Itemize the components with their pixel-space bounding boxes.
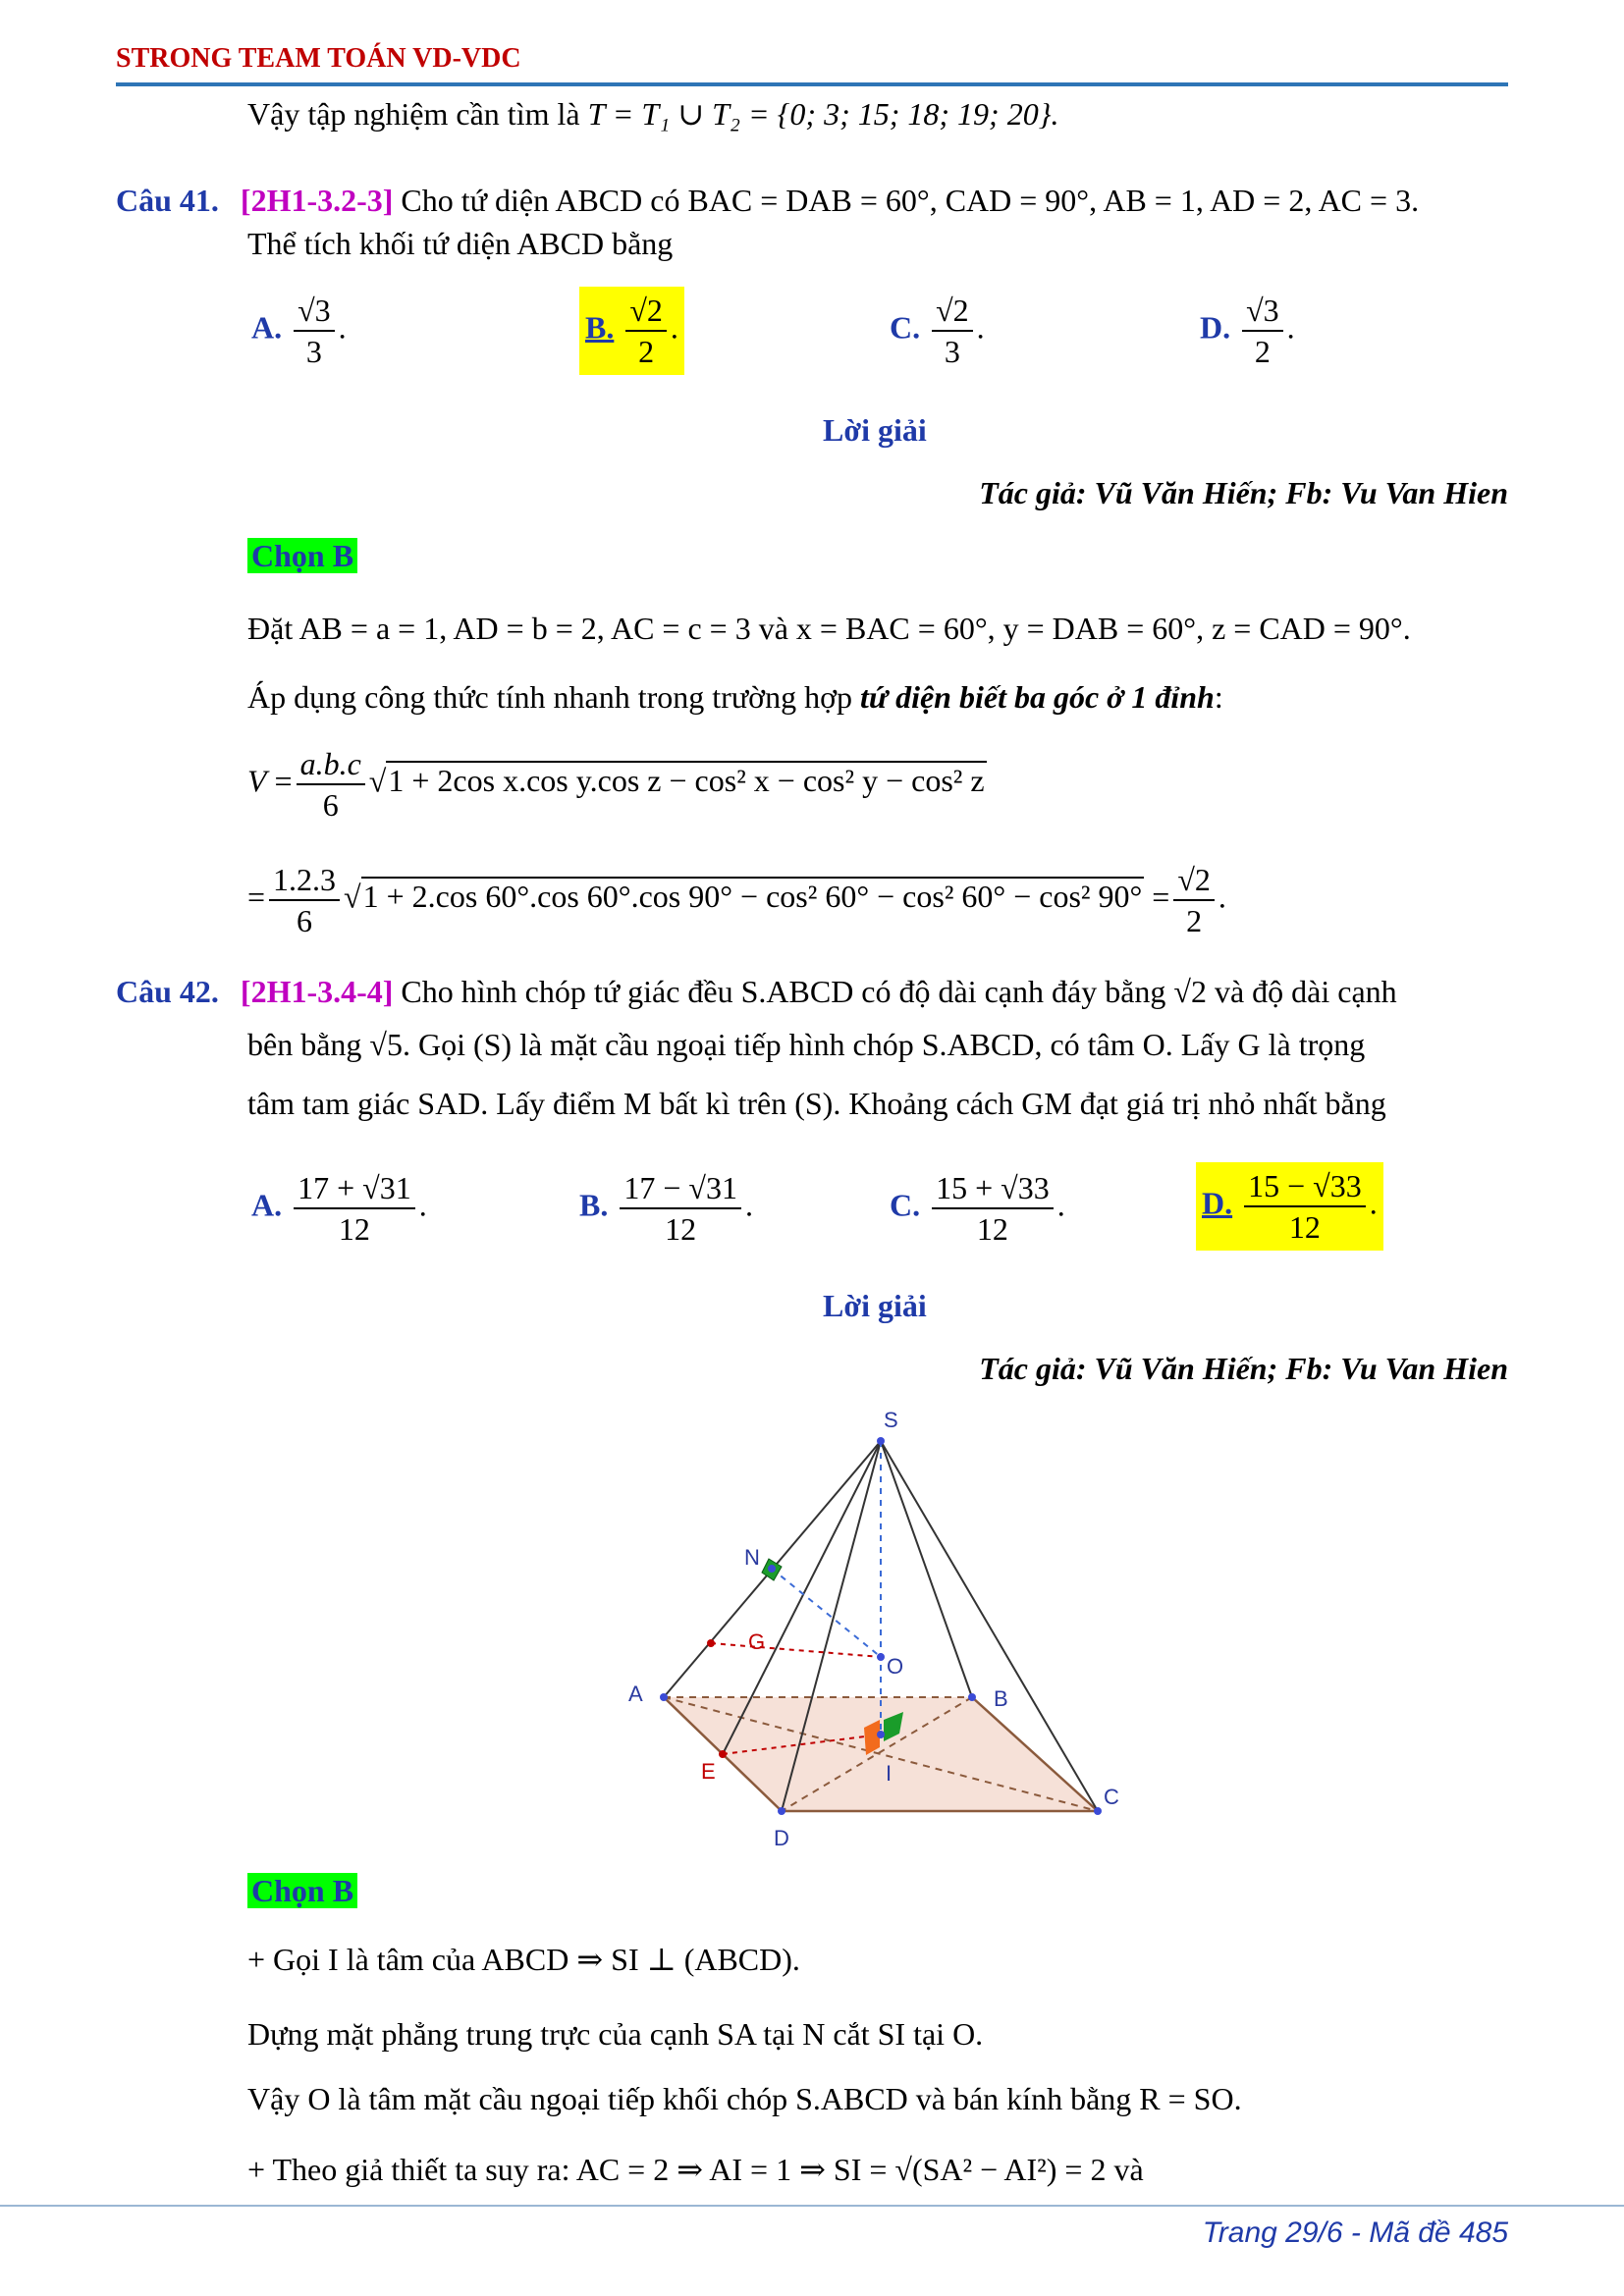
label-a: A — [628, 1682, 643, 1706]
q41-solution-title: Lời giải — [823, 412, 927, 448]
q42-sol4: + Theo giả thiết ta suy ra: AC = 2 ⇒ AI = 1 ⇒ SI = √(SA² − AI²) = 2 và — [247, 2152, 1144, 2187]
label-i: I — [886, 1761, 893, 1786]
point-a — [660, 1693, 668, 1701]
q41-stem2: Thể tích khối tứ diện ABCD bằng — [247, 226, 674, 261]
q41-stem1: Cho tứ diện ABCD có BAC = DAB = 60°, CAD = 90°, AB = 1, AD = 2, AC = 3. — [401, 183, 1420, 218]
q42-tag: [2H1-3.4-4] — [240, 974, 394, 1009]
pyramid-figure — [589, 1394, 1139, 1865]
point-i — [877, 1731, 885, 1738]
q42-option-b[interactable]: B. $\frac{17 - √31}{12}$ . — [579, 1170, 753, 1247]
q42-stem-line1 — [116, 972, 1397, 1011]
q41-option-a[interactable]: A. $\frac{√3}{3}$ . — [251, 293, 347, 369]
q41-choice: Chọn B — [247, 538, 357, 573]
footer-divider — [0, 2205, 1624, 2207]
q42-author: Tác giả: Vũ Văn Hiến; Fb: Vu Van Hien — [979, 1351, 1508, 1386]
point-e — [719, 1750, 727, 1758]
q41-tag: [2H1-3.2-3] — [240, 183, 394, 218]
label-c: C — [1104, 1785, 1119, 1809]
label-s: S — [884, 1408, 898, 1432]
q42-option-a[interactable]: A. $\frac{17 + √31}{12}$ . — [251, 1170, 427, 1247]
q41-line1: Đặt AB = a = 1, AD = b = 2, AC = c = 3 và x = BAC = 60°, y = DAB = 60°, z = CAD = 90°. — [247, 611, 1411, 646]
q41-option-b[interactable]: B. $\frac{√2}{2}$ . — [579, 287, 684, 375]
label-b: B — [994, 1686, 1008, 1711]
q41-author: Tác giả: Vũ Văn Hiến; Fb: Vu Van Hien — [979, 475, 1508, 510]
point-c — [1094, 1807, 1102, 1815]
q42-sol2: Dựng mặt phẳng trung trực của cạnh SA tại N cắt SI tại O. — [247, 2016, 984, 2052]
label-n: N — [744, 1545, 760, 1570]
q41-calculation: = $\frac{1.2.3}{6}$ √1 + 2.cos 60°.cos 60°.cos 90° − cos² 60° − cos² 60° − cos² 90° = $\frac{√2}{2}$ . — [247, 862, 1226, 938]
label-d: D — [774, 1826, 789, 1850]
q42-stem2: bên bằng √5. Gọi (S) là mặt cầu ngoại tiếp hình chóp S.ABCD, có tâm O. Lấy G là trọng — [247, 1027, 1366, 1062]
q42-choice: Chọn B — [247, 1873, 357, 1908]
q42-number: Câu 42. — [116, 974, 219, 1009]
point-b — [968, 1693, 976, 1701]
q42-stem3: tâm tam giác SAD. Lấy điểm M bất kì trên (S). Khoảng cách GM đạt giá trị nhỏ nhất bằng — [247, 1086, 1386, 1121]
q42-option-c[interactable]: C. $\frac{15 + √33}{12}$ . — [890, 1170, 1065, 1247]
q41-formula: V = $\frac{a.b.c}{6}$ √1 + 2cos x.cos y.cos z − cos² x − cos² y − cos² z — [247, 746, 985, 823]
q41-number: Câu 41. — [116, 183, 219, 218]
point-n — [768, 1565, 776, 1573]
q42-stem1: Cho hình chóp tứ giác đều S.ABCD có độ dài cạnh đáy bằng √2 và độ dài cạnh — [401, 974, 1397, 1009]
point-o — [877, 1653, 885, 1661]
point-d — [778, 1807, 785, 1815]
segment-go — [711, 1643, 881, 1657]
q42-solution-title: Lời giải — [823, 1288, 927, 1323]
intro-line: Vậy tập nghiệm cần tìm là T = T₁ ∪ T₂ = {0; 3; 15; 18; 19; 20}. — [247, 96, 1059, 132]
q42-sol3: Vậy O là tâm mặt cầu ngoại tiếp khối chóp S.ABCD và bán kính bằng R = SO. — [247, 2081, 1242, 2116]
label-o: O — [887, 1654, 904, 1679]
q42-sol1: + Gọi I là tâm của ABCD ⇒ SI ⊥ (ABCD). — [247, 1942, 800, 1977]
point-g — [707, 1639, 715, 1647]
label-g: G — [748, 1629, 766, 1654]
label-e: E — [701, 1759, 716, 1784]
point-s — [877, 1437, 885, 1445]
header-title: STRONG TEAM TOÁN VD-VDC — [116, 43, 521, 74]
page-footer: Trang 29/6 - Mã đề 485 — [1202, 2216, 1508, 2249]
q41-option-c[interactable]: C. $\frac{√2}{3}$ . — [890, 293, 985, 369]
q41-line2: Áp dụng công thức tính nhanh trong trường hợp tứ diện biết ba góc ở 1 đỉnh: — [247, 679, 1223, 715]
q41-stem-line1 — [116, 181, 1419, 220]
q41-option-d[interactable]: D. $\frac{√3}{2}$ . — [1200, 293, 1295, 369]
q42-option-d[interactable]: D. $\frac{15 - √33}{12}$ . — [1196, 1162, 1383, 1251]
header-divider — [116, 82, 1508, 86]
